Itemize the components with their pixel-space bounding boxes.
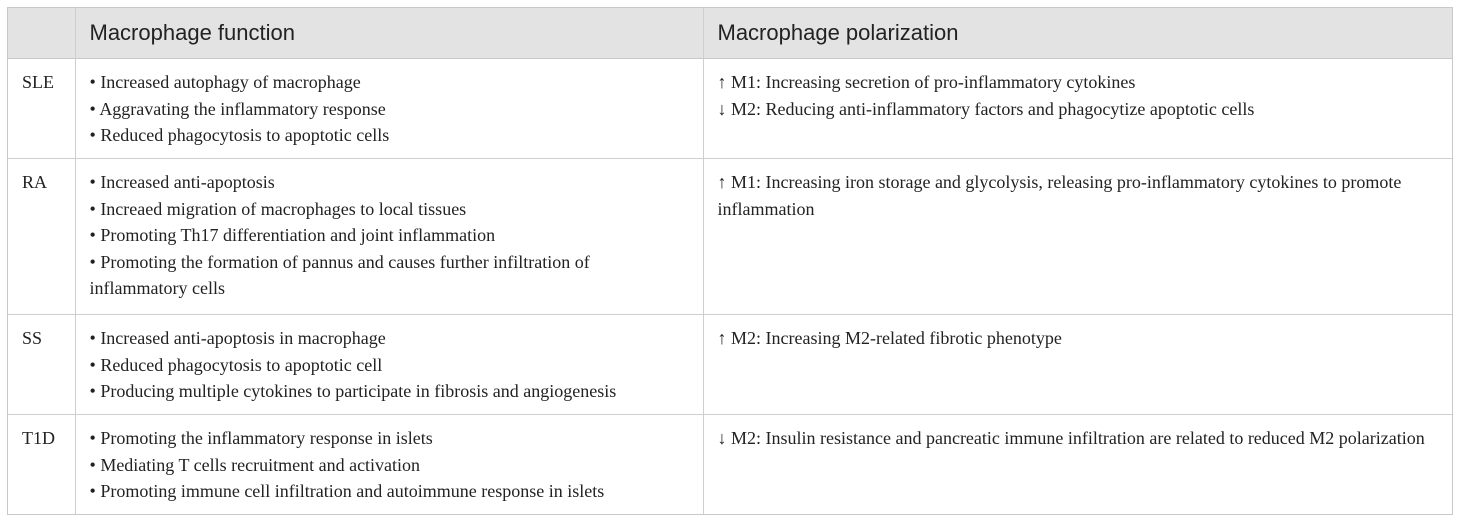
bullet-icon: • (89, 225, 101, 245)
function-text: Aggravating the inflammatory response (99, 98, 386, 119)
function-cell (75, 315, 703, 415)
polarization-cell (703, 59, 1452, 159)
polarization-cell (703, 159, 1452, 315)
function-text: Mediating T cells recruitment and activation (100, 454, 421, 475)
function-text: Producing multiple cytokines to participate in fibrosis and angiogenesis (100, 381, 617, 401)
function-cell (75, 159, 703, 315)
bullet-icon: • (89, 98, 100, 119)
table-row-sle (8, 59, 1452, 159)
bullet-icon: • (89, 251, 101, 272)
header-macrophage-polarization: Macrophage polarization (703, 8, 1452, 59)
function-cell (75, 415, 703, 515)
polarization-text: ↓ M2: Reducing anti-inflammatory factors and phagocytize apoptotic cells (717, 98, 1255, 119)
bullet-icon: • (89, 125, 101, 145)
bullet-icon: • (89, 172, 101, 192)
function-item (90, 378, 689, 405)
macrophage-table-container (7, 7, 1453, 515)
header-disease (8, 8, 75, 59)
table-body (8, 59, 1452, 515)
function-list (90, 169, 689, 302)
function-item (90, 222, 689, 249)
function-text: Promoting the inflammatory response in islets (100, 428, 433, 448)
function-item (90, 478, 689, 505)
table-row-ss (8, 315, 1452, 415)
polarization-text: ↑ M2: Increasing M2-related fibrotic phenotype (717, 328, 1062, 348)
polarization-cell (703, 415, 1452, 515)
function-list (90, 69, 689, 149)
function-item (90, 69, 689, 96)
function-text: Increased autophagy of macrophage (100, 72, 361, 92)
disease-cell: T1D (8, 415, 75, 515)
header-macrophage-function: Macrophage function (75, 8, 703, 59)
polarization-cell (703, 315, 1452, 415)
bullet-icon: • (89, 428, 101, 448)
table-row-t1d (8, 415, 1452, 515)
function-item (90, 452, 689, 479)
bullet-icon: • (89, 72, 101, 92)
bullet-icon: • (89, 454, 101, 475)
function-list (90, 325, 689, 405)
function-text: Increased anti-apoptosis (100, 172, 275, 192)
disease-cell: SLE (8, 59, 75, 159)
function-list (90, 425, 689, 505)
function-item (90, 425, 689, 452)
disease-cell: RA (8, 159, 75, 315)
function-cell (75, 59, 703, 159)
function-item (90, 196, 689, 223)
bullet-icon: • (89, 481, 101, 501)
table-row-ra (8, 159, 1452, 315)
polarization-text: ↑ M1: Increasing secretion of pro-inflammatory cytokines (717, 72, 1136, 92)
function-text: Reduced phagocytosis to apoptotic cell (100, 354, 383, 375)
macrophage-table (8, 8, 1452, 514)
bullet-icon: • (89, 354, 101, 375)
function-text: Promoting immune cell infiltration and autoimmune response in islets (100, 481, 605, 501)
function-text: Increaed migration of macrophages to local tissues (100, 198, 467, 219)
bullet-icon: • (89, 381, 101, 401)
polarization-text: ↑ M1: Increasing iron storage and glycolysis, releasing pro-inflammatory cytokines to promote inflammation (717, 172, 1402, 219)
function-item (90, 169, 689, 196)
function-text: Promoting the formation of pannus and causes further infiltration of inflammatory cells (89, 251, 590, 298)
function-text: Promoting Th17 differentiation and joint inflammation (100, 225, 496, 245)
bullet-icon: • (89, 198, 101, 219)
function-item (90, 325, 689, 352)
bullet-icon: • (89, 328, 101, 348)
function-item (90, 249, 689, 302)
function-item (90, 96, 689, 123)
disease-cell: SS (8, 315, 75, 415)
polarization-text: ↓ M2: Insulin resistance and pancreatic immune infiltration are related to reduced M2 polarization (717, 428, 1425, 448)
function-item (90, 352, 689, 379)
table-header (8, 8, 1452, 59)
function-text: Reduced phagocytosis to apoptotic cells (100, 125, 390, 145)
function-item (90, 122, 689, 149)
header-row (8, 8, 1452, 59)
function-text: Increased anti-apoptosis in macrophage (100, 328, 386, 348)
